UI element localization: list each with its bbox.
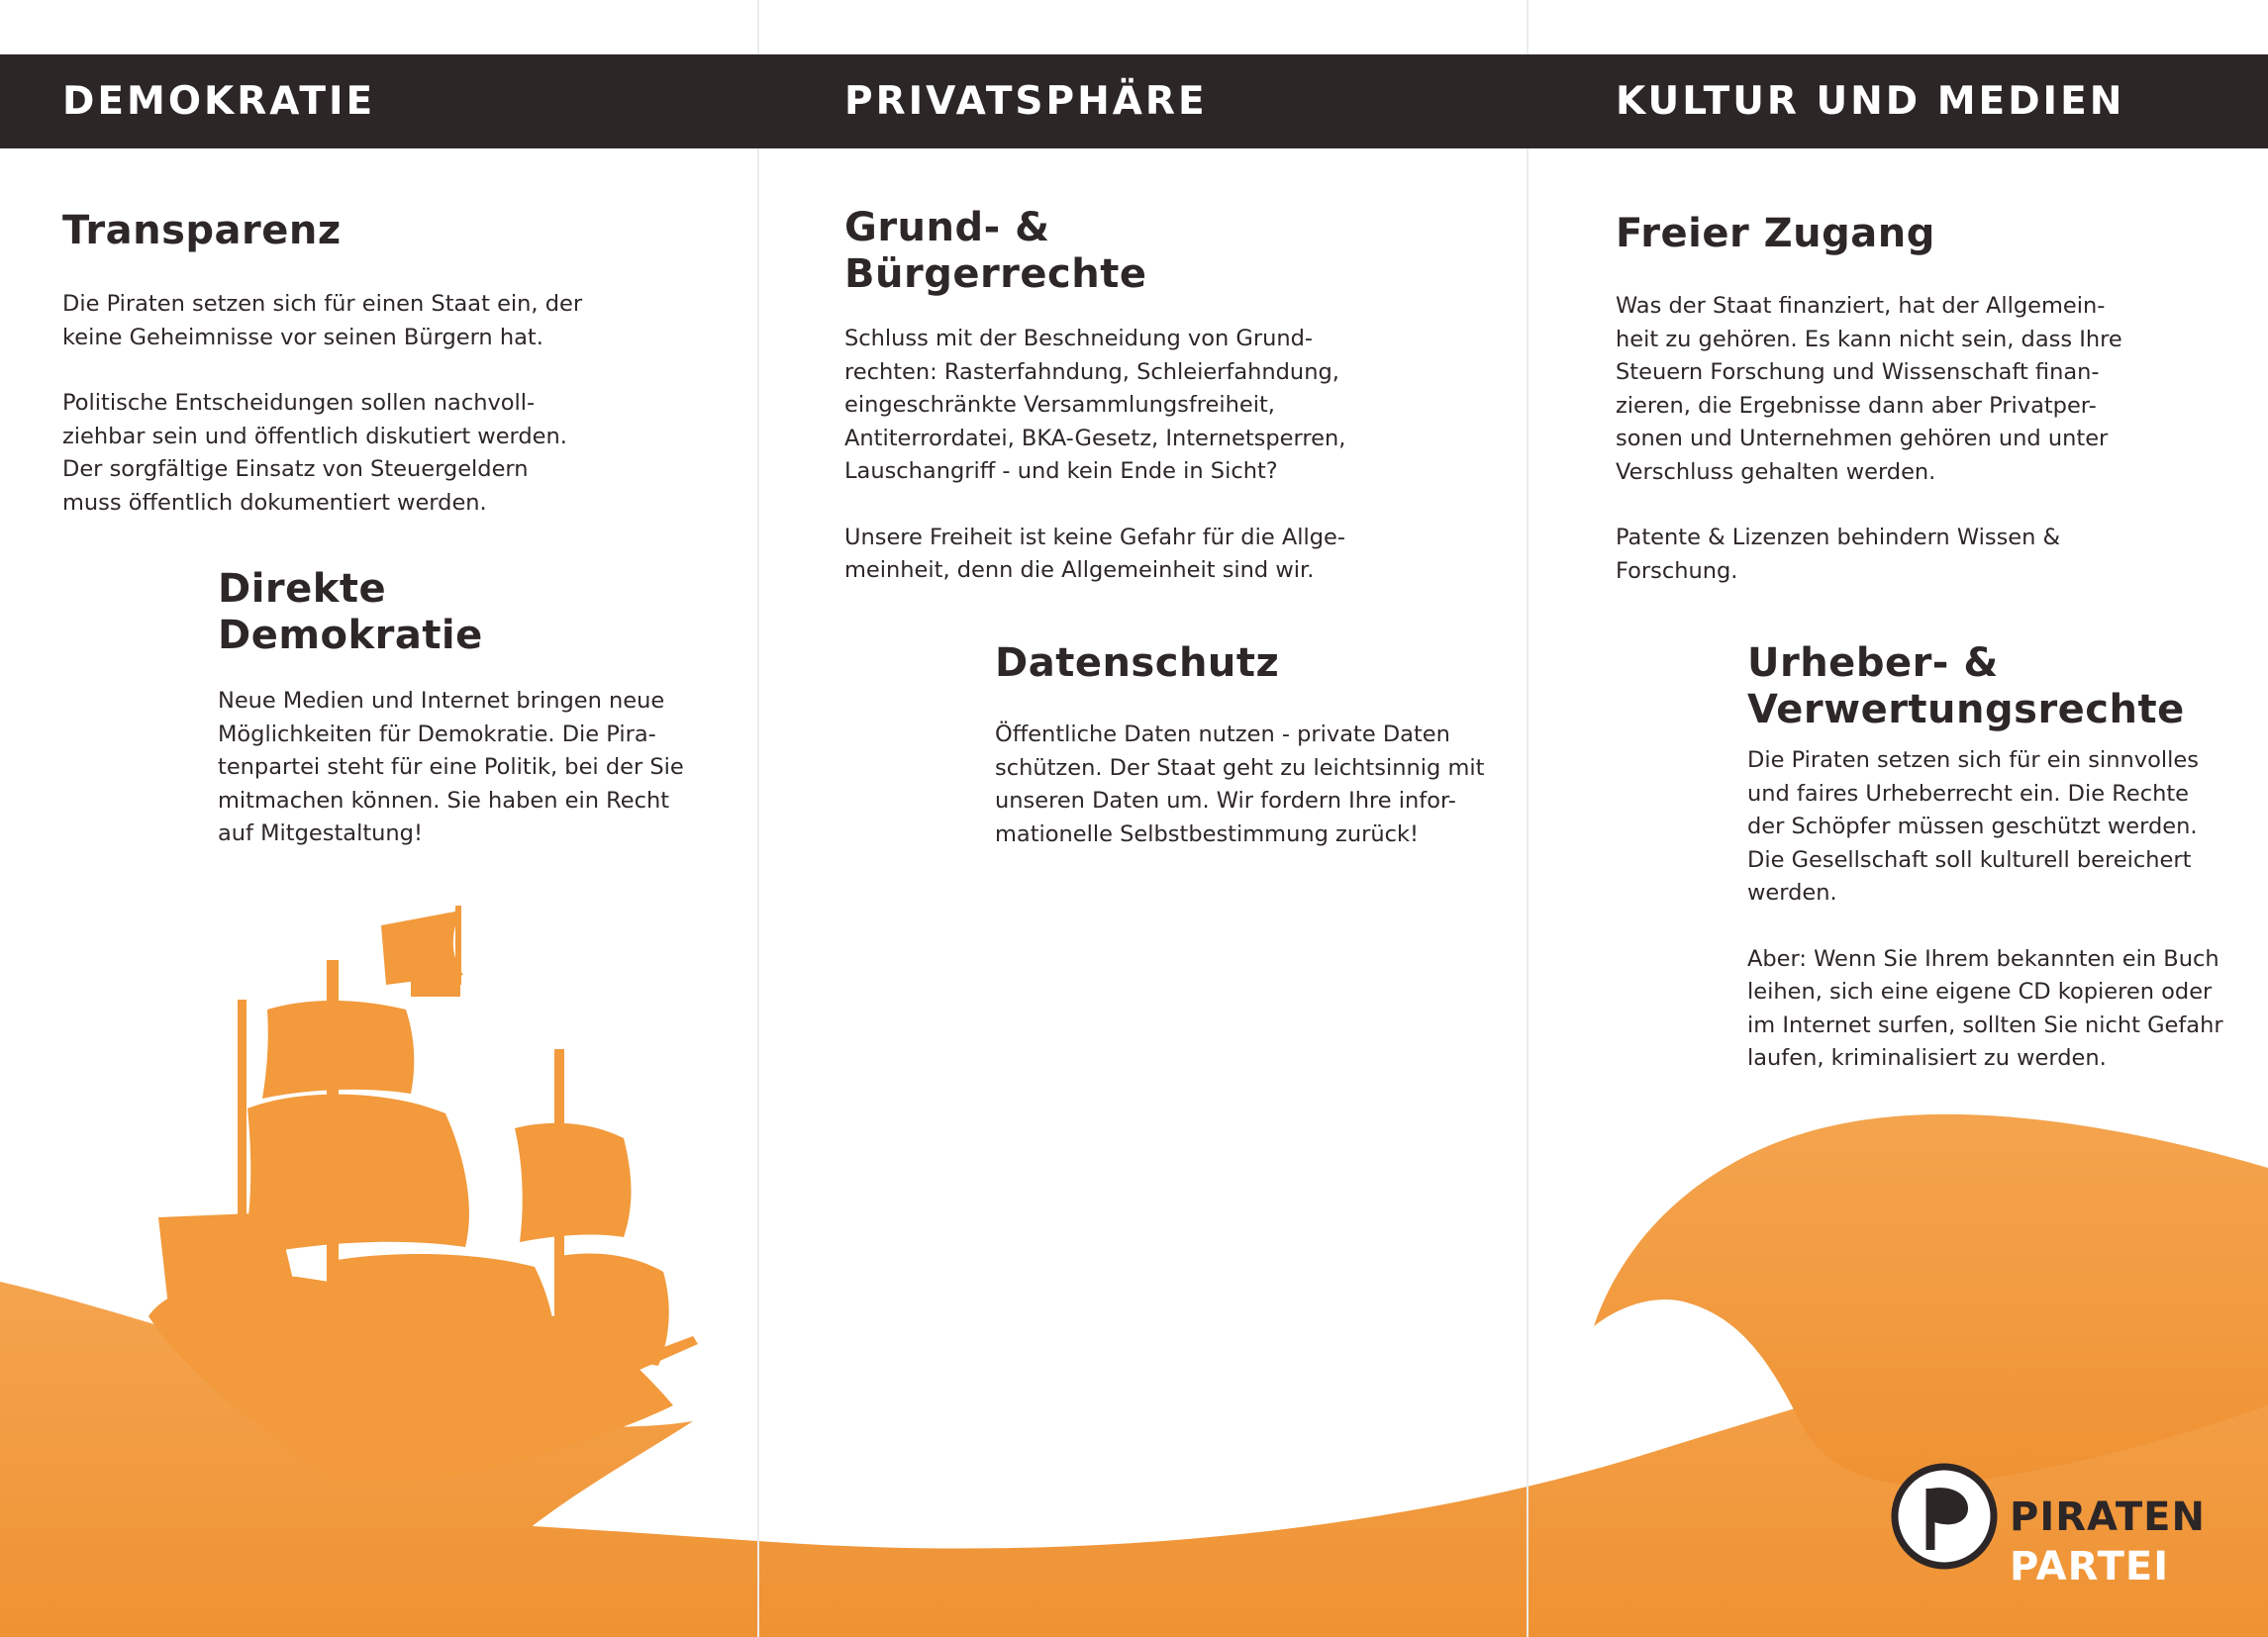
text-line: leihen, sich eine eigene CD kopieren oder [1747, 979, 2213, 1005]
logo-text-piraten: PIRATEN [2010, 1494, 2206, 1540]
text-line: rechten: Rasterfahndung, Schleierfahndung, [844, 358, 1339, 385]
section-heading-grundrechte [844, 205, 1146, 298]
text-line: Die Piraten setzen sich für einen Staat ein, der [62, 291, 583, 317]
text-line: heit zu gehören. Es kann nicht sein, dass Ihre [1616, 326, 2122, 352]
text-line: Die Gesellschaft soll kulturell bereichert [1747, 846, 2192, 873]
text-line: zieren, die Ergebnisse dann aber Privatper- [1616, 392, 2097, 419]
section-text-direkte-demokratie [218, 685, 684, 884]
text-line: Unsere Freiheit ist keine Gefahr für die Allge- [844, 524, 1345, 550]
text-line: mationelle Selbstbestimmung zurück! [995, 820, 1420, 847]
section-heading-transparenz [62, 208, 342, 254]
heading-line: Verwertungsrechte [1747, 687, 2185, 732]
text-line: Öffentliche Daten nutzen - private Daten [995, 722, 1450, 747]
text-line: Neue Medien und Internet bringen neue [218, 688, 665, 714]
section-heading-urheberrecht [1747, 640, 2185, 733]
text-line: mitmachen können. Sie haben ein Recht [218, 787, 670, 814]
paragraph [62, 387, 582, 520]
heading-line: Datenschutz [995, 640, 1280, 686]
heading-line: Transparenz [62, 208, 342, 253]
text-line: im Internet surfen, sollten Sie nicht Gefahr [1747, 1011, 2223, 1038]
text-line: muss öffentlich dokumentiert werden. [62, 489, 487, 516]
text-line: tenpartei steht für eine Politik, bei der Sie [218, 754, 684, 780]
section-heading-direkte-demokratie [218, 566, 483, 659]
text-line: auf Mitgestaltung! [218, 820, 423, 846]
text-line: Lauschangriff - und kein Ende in Sicht? [844, 458, 1278, 484]
fold-line [1527, 0, 1528, 1637]
section-heading-datenschutz [995, 640, 1279, 687]
text-line: laufen, kriminalisiert zu werden. [1747, 1045, 2107, 1071]
right-curl-wave-icon [1594, 1114, 2268, 1486]
column-header-kultur-medien: KULTUR UND MEDIEN [1616, 79, 2125, 124]
text-line: meinheit, denn die Allgemeinheit sind wir. [844, 557, 1315, 583]
text-line: Forschung. [1616, 557, 1738, 584]
heading-line: Freier Zugang [1616, 211, 1935, 256]
heading-line: Grund- & [844, 205, 1050, 250]
paragraph [995, 719, 1484, 851]
paragraph [1747, 943, 2223, 1076]
text-line: sonen und Unternehmen gehören und unter [1616, 426, 2109, 451]
paragraph [1616, 522, 2122, 588]
paragraph [1747, 744, 2223, 911]
paragraph [844, 522, 1345, 588]
text-line: Patente & Lizenzen behindern Wissen & [1616, 525, 2061, 550]
section-text-datenschutz [995, 719, 1484, 884]
section-text-grundrechte [844, 323, 1345, 621]
text-line: werden. [1747, 880, 1837, 906]
text-line: eingeschränkte Versammlungsfreiheit, [844, 392, 1275, 418]
heading-line: Direkte [218, 566, 387, 612]
text-line: Antiterrordatei, BKA-Gesetz, Internetsperren, [844, 425, 1346, 451]
text-line: der Schöpfer müssen geschützt werden. [1747, 814, 2198, 839]
section-text-transparenz [62, 288, 582, 552]
column-header-privatsphaere: PRIVATSPHÄRE [844, 79, 1208, 124]
text-line: Politische Entscheidungen sollen nachvoll- [62, 390, 536, 416]
pirate-flag-logo-icon [1891, 1463, 1998, 1570]
text-line: unseren Daten um. Wir fordern Ihre infor- [995, 788, 1456, 814]
pirate-ship-icon [148, 906, 698, 1485]
text-line: Möglichkeiten für Demokratie. Die Pira- [218, 721, 656, 747]
heading-line: Urheber- & [1747, 640, 1999, 686]
fold-line [757, 0, 759, 1637]
text-line: Die Piraten setzen sich für ein sinnvolles [1747, 747, 2199, 773]
text-line: Was der Staat finanziert, hat der Allgemein- [1616, 293, 2106, 319]
text-line: und faires Urheberrecht ein. Die Rechte [1747, 780, 2189, 807]
heading-line: Demokratie [218, 613, 483, 658]
paragraph [218, 685, 684, 851]
text-line: Schluss mit der Beschneidung von Grund- [844, 326, 1314, 351]
column-header-demokratie: DEMOKRATIE [62, 79, 376, 124]
text-line: keine Geheimnisse vor seinen Bürgern hat. [62, 324, 543, 350]
heading-line: Bürgerrechte [844, 251, 1147, 297]
section-heading-freier-zugang [1616, 211, 1935, 257]
section-text-urheberrecht [1747, 744, 2223, 1108]
text-line: ziehbar sein und öffentlich diskutiert werden. [62, 423, 567, 449]
paragraph [1616, 290, 2122, 489]
text-line: Der sorgfältige Einsatz von Steuergeldern [62, 456, 529, 482]
text-line: Steuern Forschung und Wissenschaft finan- [1616, 359, 2100, 385]
section-text-freier-zugang [1616, 290, 2122, 621]
text-line: Verschluss gehalten werden. [1616, 458, 1936, 485]
paragraph [62, 288, 582, 354]
text-line: schützen. Der Staat geht zu leichtsinnig mit [995, 754, 1485, 781]
logo-text-partei: PARTEI [2010, 1544, 2170, 1589]
text-line: Aber: Wenn Sie Ihrem bekannten ein Buch [1747, 945, 2219, 972]
paragraph [844, 323, 1345, 489]
